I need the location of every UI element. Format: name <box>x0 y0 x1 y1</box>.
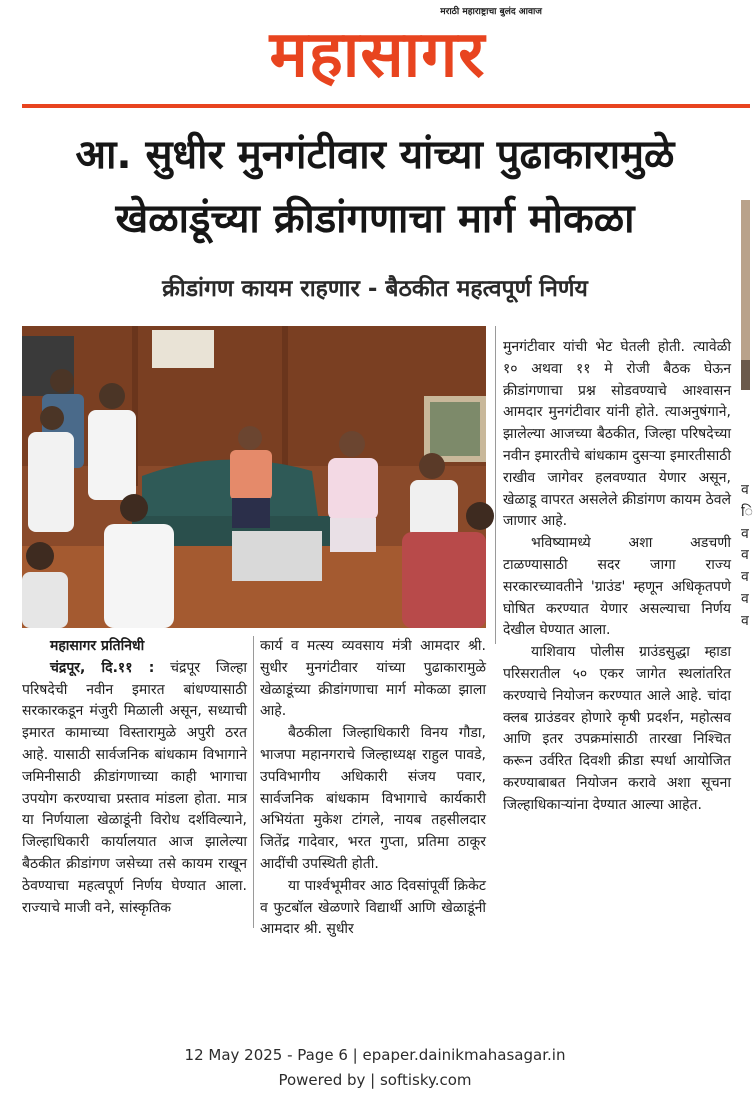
column-3-paragraph-3: याशिवाय पोलीस ग्राउंडसुद्धा म्हाडा परिसरातील ५० एकर जागेत स्थलांतरित करण्याचे नियोजन करण्यात आले आहे. चांदा क्लब ग्राउंडवर होणारे कृषी प्रदर्शन, महोत्सव आणि इतर उपक्रमांसाठी तारखा निश्चित करून उर्वरित दिवशी क्रीडा स्पर्धा आयोजित करण्याबाबत नियोजन करावे अशा सूचना जिल्हाधिकाऱ्यांना देण्यात आल्या आहेत. <box>503 644 731 813</box>
article-byline: महासागर प्रतिनिधी <box>50 638 145 654</box>
article-column-3 <box>503 337 731 817</box>
adjacent-article-text-edge: व ि व व व व व <box>741 482 753 629</box>
subheadline: क्रीडांगण कायम राहणार - बैठकीत महत्वपूर्ण निर्णय <box>162 276 588 302</box>
column-2-paragraph-2: बैठकीला जिल्हाधिकारी विनय गौडा, भाजपा महानगराचे जिल्हाध्यक्ष राहुल पावडे, उपविभागीय अधिकारी संजय पवार, सार्वजनिक बांधकाम विभागाचे कार्यकारी अभियंता मुकेश टांगले, नायब तहसीलदार जितेंद्र गादेवार, भरत गुप्ता, प्रतिमा ठाकूर आदींची उपस्थिती होती. <box>260 725 486 872</box>
article-dateline: चंद्रपूर, दि.११ : <box>50 659 155 676</box>
footer-powered-by: Powered by | softisky.com <box>278 1071 472 1089</box>
newspaper-masthead-logo: महासागर <box>269 18 486 92</box>
column-divider <box>253 636 254 928</box>
column-divider <box>495 326 496 644</box>
footer-page-info: 12 May 2025 - Page 6 | epaper.dainikmahasagar.in <box>184 1046 566 1064</box>
headline-line-1: आ. सुधीर मुनगंटीवार यांच्या पुढाकारामुळे <box>75 132 675 178</box>
masthead-divider <box>22 104 750 108</box>
article-column-2 <box>260 636 486 941</box>
headline-line-2: खेळाडूंच्या क्रीडांगणाचा मार्ग मोकळा <box>115 196 635 242</box>
column-2-paragraph-1: कार्य व मत्स्य व्यवसाय मंत्री आमदार श्री. सुधीर मुनगंटीवार यांच्या पुढाकारामुळे खेळाडूंच्या क्रीडांगणाचा मार्ग मोकळा झाला आहे. <box>260 638 486 720</box>
column-1-text: चंद्रपूर जिल्हा परिषदेची नवीन इमारत बांधण्यासाठी सरकारकडून मंजुरी मिळाली असून, सध्याची इमारत कामाच्या विस्तारामुळे अपुरी ठरत आहे. यासाठी सार्वजनिक बांधकाम विभागाने जमिनीसाठी क्रीडांगणाच्या काही भागाचा उपयोग करण्याचा प्रस्ताव मांडला होता. मात्र या निर्णयाला खेळाडूंनी विरोध दर्शविल्याने, जिल्हाधिकारी कार्यालयात आज झालेल्या बैठकीत क्रीडांगण जसेच्या तसे कायम राखून ठेवण्याचा महत्वपूर्ण निर्णय घेण्यात आला. राज्याचे माजी वने, सांस्कृतिक <box>22 659 247 916</box>
masthead-tagline: मराठी महाराष्ट्राचा बुलंद आवाज <box>440 7 542 17</box>
meeting-photo <box>22 326 486 628</box>
column-2-paragraph-3: या पार्श्वभूमीवर आठ दिवसांपूर्वी क्रिकेट व फुटबॉल खेळणारे विद्यार्थी आणि खेळाडूंनी आमदार श्री. सुधीर <box>260 877 486 938</box>
column-3-paragraph-2: भविष्यामध्ये अशा अडचणी टाळण्यासाठी सदर जागा राज्य सरकारच्यावतीने 'ग्राउंड' म्हणून अधिकृतपणे घोषित करण्यात येणार असल्याचा निर्णय देखील घेण्यात आला. <box>503 535 731 639</box>
column-3-paragraph-1: मुनगंटीवार यांची भेट घेतली होती. त्यावेळी १० अथवा ११ मे रोजी बैठक घेऊन क्रीडांगणाचा प्रश्न सोडवण्याचे आश्वासन आमदार मुनगंटीवार यांनी होते. त्याअनुषंगाने, झालेल्या आजच्या बैठकीत, जिल्हा परिषदेच्या नवीन इमारतीचे बांधकाम दुसऱ्या इमारतीसाठी राखीव जागेवर हलवण्यात येणार असून, खेळाडू वापरत असलेले क्रीडांगण कायम ठेवले जाणार आहे. <box>503 339 731 530</box>
article-column-1 <box>22 636 247 919</box>
